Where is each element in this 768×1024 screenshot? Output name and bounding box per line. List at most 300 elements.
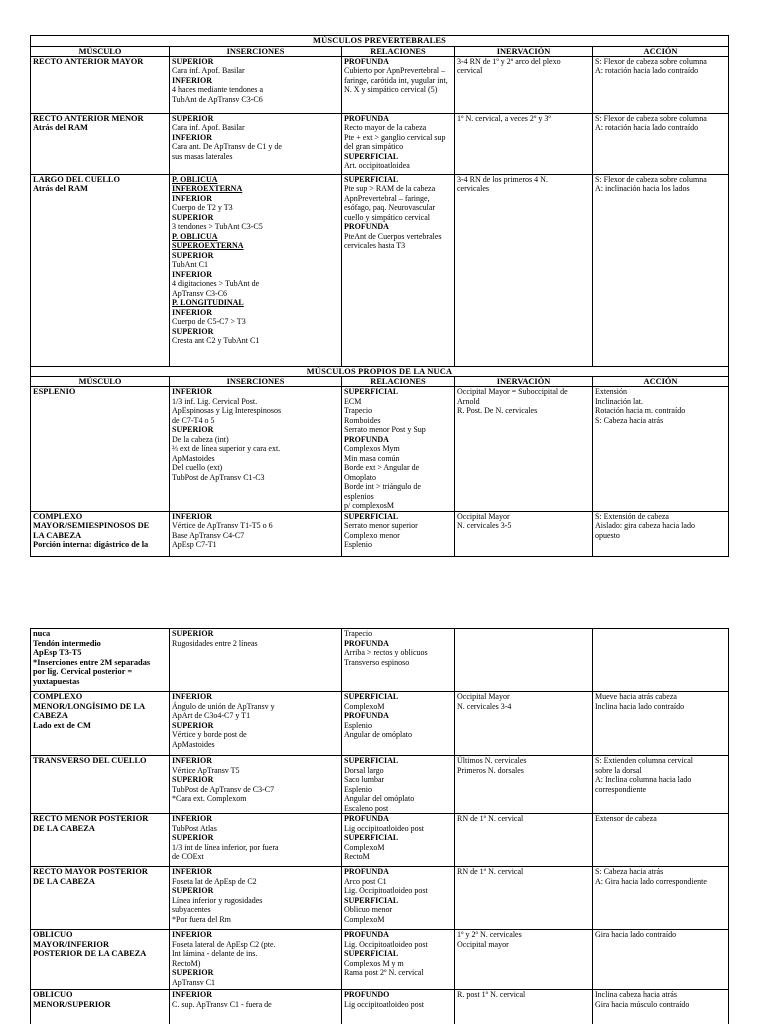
cell-inserciones [170,756,342,814]
cell-line: Esplenio [344,720,372,730]
cell-line: Lig occipitoatloideo post [344,999,424,1009]
cell-line: Lig. Occipitoatloideo post [344,939,428,949]
cell-subheading: MENOR/SUPERIOR [33,999,111,1009]
cell-line: Complexo menor [344,530,400,540]
cell-line: Min masa común [344,453,400,463]
cell-inervacion [455,56,593,113]
cell-subheading: INFERIOR [172,269,213,279]
cell-accion [593,814,729,867]
cell-relaciones [342,629,455,692]
cell-subheading: SUPERIOR [172,113,214,123]
cell-line: Foseta lat de ApEsp de C2 [172,876,257,886]
table-row [31,629,729,692]
cell-line: ApTransv C3-C6 [172,288,228,298]
cell-subheading: P. OBLICUA [172,231,218,241]
cell-subheading: INFERIOR [172,990,213,999]
cell-line: *Cara ext. Complexom [172,794,247,803]
cell-musculo [31,56,170,113]
cell-inervacion [455,930,593,990]
cell-subheading: SUPERFICIAL [344,949,399,958]
cell-line: Cuerpo de T2 y T3 [172,203,233,212]
table-row [31,930,729,990]
cell-relaciones [342,511,455,556]
cell-subheading: SUPERIOR [172,833,214,842]
cell-line: ComplexoM [344,914,385,924]
cell-subheading: SUPERIOR [172,886,214,895]
cell-accion [593,387,729,512]
cell-line: Romboides [344,415,381,425]
cell-musculo [31,511,170,556]
cell-subheading: SUPERFICIAL [344,692,399,701]
cell-relaciones [342,56,455,113]
cell-musculo [31,990,170,1024]
cell-line: 1º y 2º N. cervicales [457,930,522,939]
cell-line: nuca [33,629,51,638]
cell-relaciones [342,867,455,930]
cell-line: Inclina hacia lado contraído [595,701,685,711]
cell-line: cervical [457,66,483,75]
cell-line: Esplenio [344,784,372,794]
cell-relaciones [342,174,455,366]
cell-line: RN de 1º N. cervical [457,814,524,823]
table-row [31,387,729,512]
cell-subheading: PROFUNDA [344,814,389,823]
section-title-row [31,366,729,377]
cell-line: Occipital Mayor = Suboccipital de [457,387,568,396]
cell-line: Vértice ApTransv T5 [172,765,240,775]
cell-line: opuesto [595,530,620,540]
cell-line: Pte sup > RAM de la cabeza [344,184,436,193]
cell-inserciones [170,629,342,692]
cell-subheading: TRANSVERSO DEL CUELLO [33,756,147,765]
cell-line: de COExt [172,852,204,861]
cell-subheading: INFERIOR [172,930,213,939]
cell-line: Mueve hacia atrás cabeza [595,692,677,701]
cell-subheading: INFERIOR [172,867,213,876]
cell-line: A: rotación hacia lado contraído [595,66,699,75]
cell-line: cervicales [457,184,489,193]
cell-relaciones [342,692,455,756]
cell-accion [593,511,729,556]
cell-line: ECM [344,396,362,406]
cell-subheading: P. LONGITUDINAL [172,298,244,307]
cell-subheading: SUPERIOR [172,425,214,434]
cell-subheading: RECTO ANTERIOR MENOR [33,113,144,123]
cell-accion [593,692,729,756]
document-page-2 [0,585,768,1024]
cell-line: S: Flexor de cabeza sobre columna [595,113,707,123]
cell-inervacion [455,814,593,867]
cell-line: Angular de omóplato [344,730,412,739]
cell-relaciones [342,756,455,814]
cell-musculo [31,387,170,512]
cell-line: ApArt de C3o4-C7 y T1 [172,711,251,720]
cell-line: ⅔ ext de línea superior y cara ext. [172,444,281,453]
cell-line: Occipital Mayor [457,511,510,521]
cell-subheading: SUPERIOR [172,775,214,784]
cell-musculo [31,814,170,867]
cell-line: Rama post 2º N. cervical [344,968,424,977]
cell-line: Primeros N. dorsales [457,765,524,775]
cell-line: Lado ext de CM [33,720,91,730]
column-header-accion: ACCIÓN [593,377,729,387]
cell-musculo [31,174,170,366]
cell-subheading: DE LA CABEZA [33,823,95,833]
cell-line: Complexos M y m [344,958,404,968]
cell-line: TubAnt de ApTransv C3-C6 [172,94,263,104]
cell-line: 1/3 int de línea inferior, por fuera [172,842,279,852]
cell-line: Transverso espinoso [344,657,410,667]
cell-subheading: SUPERIOR [172,968,214,977]
section-title: MÚSCULOS PROPIOS DE LA NUCA [31,366,729,377]
cell-musculo [31,867,170,930]
cell-inserciones [170,990,342,1024]
table-row [31,814,729,867]
cell-line: TubPost Atlas [172,823,217,833]
cell-accion [593,56,729,113]
column-header-row [31,377,729,387]
section-title: MÚSCULOS PREVERTEBRALES [31,36,729,47]
cell-line: Vértice de ApTransv T1-T5 o 6 [172,521,273,530]
cell-inervacion [455,511,593,556]
cell-line: Rotación hacia m. contraído [595,406,686,415]
cell-line: ApMastoides [172,453,215,463]
cell-line: S: Cabeza hacia atrás [595,867,664,876]
cell-subheading: SUPERFICIAL [344,511,399,521]
cell-line: cuello y simpático cervical [344,212,430,222]
cell-line: Trapecio [344,629,373,638]
cell-line: A: inclinación hacia los lados [595,184,690,193]
cell-line: Arco post C1 [344,876,387,886]
cell-line: RectoM) [172,958,201,968]
cell-subheading: OBLICUO [33,990,73,999]
cell-line: Gira hacia lado contraído [595,930,677,939]
cell-line: R. Post. De N. cervicales [457,406,538,415]
table-row [31,990,729,1024]
cell-line: Borde int > triángulo de esplenios [344,482,421,501]
cell-musculo [31,756,170,814]
cell-line: por lig. Cervical posterior = [33,667,133,676]
cell-line: Angular del omóplato [344,794,415,803]
cell-line: Occipital Mayor [457,692,510,701]
cell-relaciones [342,990,455,1024]
cell-subheading: SUPERFICIAL [344,387,399,396]
cell-line: N. cervicales 3-4 [457,701,512,711]
cell-line: ApEspinosas y Lig Interespinosos [172,406,282,415]
cell-line: Borde ext > Angular de Omoplato [344,463,420,482]
cell-subheading: SUPERIOR [172,326,214,336]
table-row [31,113,729,174]
cell-inserciones [170,814,342,867]
cell-line: Escaleno post [344,803,389,813]
cell-subheading: INFERIOR [172,193,213,203]
cell-inserciones [170,56,342,113]
cell-relaciones [342,930,455,990]
cell-subheading: P. OBLICUA [172,174,218,184]
cell-line: Int lámina - delante de ins. [172,949,258,958]
column-header-inserciones: INSERCIONES [170,377,342,387]
cell-line: Serrato menor Post y Sup [344,425,426,434]
cell-accion [593,174,729,366]
cell-line: A: rotación hacia lado contraído [595,123,699,132]
cell-subheading: PROFUNDA [344,56,389,66]
cell-inserciones [170,113,342,174]
cell-line: Oblicuo menor [344,905,393,914]
cell-line: esófago, paq. Neurovascular [344,203,436,212]
cell-line: S: Flexor de cabeza sobre columna [595,56,707,66]
cell-line: Extensión [595,387,627,396]
cell-line: Gira hacia músculo contraído [595,999,690,1009]
cell-line: del gran simpático [344,142,404,151]
cell-line: De la cabeza (int) [172,434,229,444]
cell-line: ComplexoM [344,701,385,711]
cell-subheading: INFEROEXTERNA [172,184,243,193]
cell-line: Cara inf. Apof. Basilar [172,66,245,75]
cell-subheading: SUPERFICIAL [344,895,399,905]
cell-line: Dorsal largo [344,765,384,775]
cell-subheading: PROFUNDA [344,434,389,444]
cell-line: Lig. Occipitoatloideo post [344,886,428,895]
cell-line: Complexos Mym [344,444,400,453]
cell-inserciones [170,387,342,512]
cell-subheading: DE LA CABEZA [33,876,95,886]
cell-line: Saco lumbar [344,775,385,784]
cell-line: *Por fuera del Rm [172,914,231,924]
cell-line: ApEsp T3-T5 [33,648,82,657]
table-row [31,692,729,756]
cell-inervacion [455,629,593,692]
cell-line: Del cuello (ext) [172,463,223,472]
cell-subheading: PROFUNDA [344,867,389,876]
cell-accion [593,990,729,1024]
cell-musculo [31,629,170,692]
cell-line: S: Cabeza hacia atrás [595,415,664,425]
column-header-inserciones: INSERCIONES [170,46,342,56]
cell-subheading: INFERIOR [172,75,213,85]
cell-subheading: PROFUNDA [344,711,389,720]
cell-line: S: Extienden columna cervical [595,756,693,765]
cell-line: Cuerpo de C5-C7 > T3 [172,317,246,326]
cell-subheading: SUPERIOR [172,56,214,66]
cell-inserciones [170,930,342,990]
cell-subheading: SUPEROEXTERNA [172,241,244,250]
column-header-relaciones: RELACIONES [342,46,455,56]
cell-line: Inclinación lat. [595,396,643,406]
cell-line: Foseta lateral de ApEsp C2 (pte. [172,939,276,949]
cell-line: S: Flexor de cabeza sobre columna [595,174,707,184]
cell-line: Lig occipitoatloideo post [344,823,424,833]
section-title-row [31,36,729,47]
cell-subheading: RECTO MAYOR POSTERIOR [33,867,148,876]
column-header-inervacion: INERVACIÓN [455,377,593,387]
cell-line: A: Gira hacia lado correspondiente [595,876,707,886]
cell-subheading: SUPERFICIAL [344,756,399,765]
cell-line: Ángulo de unión de ApTransv y [172,701,275,711]
cell-subheading: INFERIOR [172,692,213,701]
cell-line: Rugosidades entre 2 líneas [172,638,258,648]
cell-line: Pte + ext > ganglio cervical sup [344,132,446,142]
cell-accion [593,113,729,174]
cell-subheading: SUPERFICIAL [344,833,399,842]
column-header-accion: ACCIÓN [593,46,729,56]
cell-line: Inclina cabeza hacia atrás [595,990,677,999]
cell-musculo [31,930,170,990]
table-row [31,174,729,366]
cell-inervacion [455,692,593,756]
cell-subheading: INFERIOR [172,756,213,765]
column-header-musculo: MÚSCULO [31,46,170,56]
cell-subheading: INFERIOR [172,132,213,142]
cell-line: Últimos N. cervicales [457,756,527,765]
cell-inervacion [455,113,593,174]
cell-line: correspondiente [595,784,647,794]
cell-line-bold: digástrico de la [93,540,149,549]
cell-line: 3-4 RN de 1º y 2º arco del plexo [457,56,561,66]
cell-subheading: COMPLEXO [33,511,83,521]
cell-subheading: RECTO MENOR POSTERIOR [33,814,149,823]
muscle-table-page-2 [30,628,729,1024]
cell-line: faringe, carótida int, yugular int, [344,75,448,85]
column-header-relaciones: RELACIONES [342,377,455,387]
column-header-row [31,46,729,56]
cell-subheading: INFERIOR [172,307,213,317]
cell-line: 3-4 RN de los primeros 4 N. [457,174,548,184]
cell-line: Esplenio [344,540,372,549]
cell-line: S: Extensión de cabeza [595,511,669,521]
cell-line: 1º N. cervical, a veces 2º y 3º [457,113,551,123]
cell-line: ApMastoides [172,739,215,749]
cell-line: A: Inclina columna hacia lado [595,775,692,784]
cell-accion [593,867,729,930]
cell-inserciones [170,692,342,756]
cell-subheading: LARGO DEL CUELLO [33,174,121,184]
cell-line: 4 haces mediante tendones a [172,85,264,94]
cell-subheading: PROFUNDA [344,113,389,123]
cell-accion [593,930,729,990]
cell-inervacion [455,756,593,814]
cell-line: p/ complexosM [344,501,394,510]
cell-line: Cara ant. De ApTransv de C1 y de [172,142,282,151]
cell-line: Tendón intermedio [33,638,101,648]
cell-line: Vértice y borde post de [172,730,247,739]
cell-subheading: INFERIOR [172,387,213,396]
cell-subheading: LA CABEZA [33,530,82,540]
cell-line: de C7-T4 o 5 [172,415,215,425]
cell-line: C. sup. ApTransv C1 - fuera de [172,999,272,1009]
cell-line: 4 digitaciones > TubAnt de [172,279,260,288]
cell-subheading: INFERIOR [172,511,213,521]
cell-subheading: POSTERIOR DE LA CABEZA [33,949,147,958]
cell-line: TubAnt C1 [172,260,208,269]
cell-subheading: PROFUNDA [344,930,389,939]
cell-subheading: MAYOR/INFERIOR [33,939,109,949]
cell-subheading: SUPERFICIAL [344,174,399,184]
cell-inervacion [455,387,593,512]
cell-subheading: COMPLEXO [33,692,83,701]
cell-subheading: SUPERIOR [172,212,214,222]
cell-inserciones [170,174,342,366]
cell-line: RectoM [344,852,370,861]
cell-line: Cara inf. Apof. Basilar [172,123,245,132]
cell-line: Trapecio [344,406,373,415]
cell-line: ApnPrevertebral – faringe, [344,193,430,203]
cell-subheading: MENOR/LONGÍSIMO DE LA [33,701,146,711]
cell-subheading: PROFUNDA [344,638,389,648]
table-row [31,756,729,814]
cell-subheading: OBLICUO [33,930,73,939]
cell-line: ApEsp C7-T1 [172,540,217,549]
cell-subheading: ESPLENIO [33,387,76,396]
cell-line: Serrato menor superior [344,521,418,530]
cell-subheading: SUPERIOR [172,250,214,260]
cell-line: Arriba > rectos y oblicuos [344,648,428,657]
cell-subheading: SUPERIOR [172,629,214,638]
cell-subheading: Atrás del RAM [33,184,88,193]
cell-line: Línea inferior y rugosidades [172,895,263,905]
cell-subheading: MAYOR/SEMIESPINOSOS DE [33,521,150,530]
cell-line: N. X y simpático cervical (5) [344,85,438,94]
cell-line: N. cervicales 3-5 [457,521,512,530]
cell-line: *Inserciones entre 2M separadas [33,657,151,667]
cell-inervacion [455,990,593,1024]
cell-subheading: RECTO ANTERIOR MAYOR [33,56,144,66]
cell-line: Occipital mayor [457,939,509,949]
cell-line: 1/3 inf. Lig. Cervical Post. [172,396,258,406]
cell-line: yuxtapuestas [33,676,80,686]
cell-line: Arnold [457,396,480,406]
cell-line: TubPost de ApTransv de C3-C7 [172,784,275,794]
cell-line: R. post 1º N. cervical [457,990,526,999]
cell-line: sobre la dorsal [595,765,642,775]
cell-relaciones [342,814,455,867]
cell-line: 3 tendones > TubAnt C3-C5 [172,222,263,231]
cell-line: Aislado: gira cabeza hacia lado [595,521,695,530]
cell-line: subyacentes [172,905,211,914]
cell-line: sus masas laterales [172,151,233,161]
cell-line: ApTransv C1 [172,977,216,987]
cell-relaciones [342,113,455,174]
table-row [31,867,729,930]
cell-subheading: INFERIOR [172,814,213,823]
cell-subheading: CABEZA [33,711,68,720]
cell-line: Art. occipitoatloidea [344,161,410,170]
cell-inervacion [455,174,593,366]
cell-line: Base ApTransv C4-C7 [172,530,245,540]
cell-line: Cresta ant C2 y TubAnt C1 [172,336,260,345]
cell-line: TubPost de ApTransv C1-C3 [172,472,265,482]
cell-line: ComplexoM [344,842,385,852]
cell-line [33,540,167,550]
table-row [31,56,729,113]
table-row [31,511,729,556]
cell-subheading: Atrás del RAM [33,123,88,132]
cell-subheading: PROFUNDO [344,990,390,999]
cell-line: Cubierto por ApnPrevertebral – [344,66,446,75]
cell-musculo [31,113,170,174]
cell-inervacion [455,867,593,930]
cell-line: RN de 1º N. cervical [457,867,524,876]
column-header-musculo: MÚSCULO [31,377,170,387]
cell-line-plain: Porción interna: [33,540,94,549]
cell-line: PteAnt de Cuerpos vertebrales [344,231,442,241]
cell-musculo [31,692,170,756]
muscle-table-page-1 [30,35,729,557]
cell-subheading: PROFUNDA [344,222,389,231]
cell-relaciones [342,387,455,512]
cell-accion [593,629,729,692]
cell-subheading: SUPERFICIAL [344,151,399,161]
cell-line: cervicales hasta T3 [344,241,406,250]
